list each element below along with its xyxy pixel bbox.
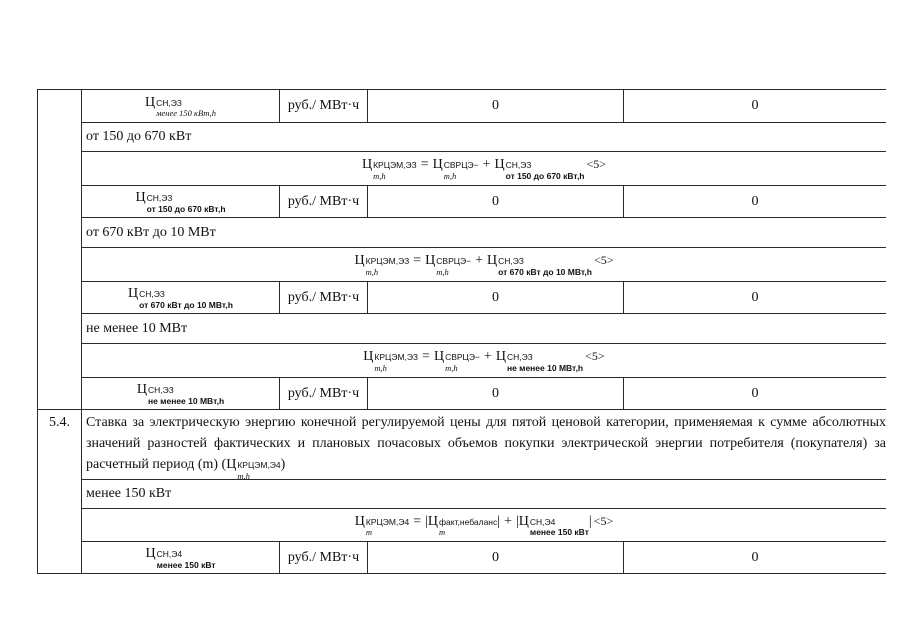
section-description-end: ) (280, 457, 286, 472)
formula-term-a-sub: m,h (436, 266, 449, 277)
formula (355, 253, 614, 276)
symbol-sup: СН,ЭЗ (139, 289, 165, 299)
tariff-symbol-cell (82, 378, 279, 409)
tariff-symbol-cell (82, 186, 279, 217)
formula-term-a-base: Ц (433, 349, 445, 364)
group-title: не менее 10 МВт (86, 320, 188, 336)
formula-term-b-sub: от 670 кВт до 10 МВт,h (498, 266, 592, 277)
formula-lhs-sub: m (365, 527, 373, 537)
value-cell: 0 (492, 549, 499, 565)
value-cell: 0 (751, 98, 759, 113)
rule (37, 409, 886, 410)
formula-lhs-base: Ц (354, 253, 365, 268)
value-cell: 0 (751, 193, 759, 209)
formula-term-a-sub: m (439, 527, 446, 537)
value-cell: 0 (492, 289, 499, 305)
section-symbol (226, 454, 280, 480)
tariff-symbol (137, 382, 224, 405)
formula (355, 514, 613, 537)
symbol-sup: СН,ЭЗ (156, 97, 182, 108)
symbol-base: Ц (128, 286, 139, 301)
value-cell: 0 (751, 549, 759, 565)
section-description-text: Ставка за электрическую энергию конечной регулируемой цены для пятой ценовой категории, применяемая к сумме абсолютных значений разностей фактических и плановых почасовых объемов покупки электрической энергии потребителя (покупателя) за расчетный период (m) ( (86, 415, 886, 472)
footnote-ref: <5> (585, 349, 605, 363)
formula-lhs-sup: КРЦЭМ,ЭЗ (374, 352, 419, 362)
group-title: менее 150 кВт (86, 486, 172, 501)
formula-equals: = (420, 157, 429, 172)
formula-cell (82, 248, 886, 281)
footnote-ref: <5> (593, 253, 614, 267)
formula-term-a-sup: факт,небаланс (439, 516, 498, 527)
formula (363, 349, 604, 372)
group-title: от 150 до 670 кВт (86, 129, 192, 144)
formula-term-a-base: Ц (427, 513, 439, 529)
tariff-symbol (135, 190, 225, 213)
tariff-symbol-cell (82, 90, 279, 122)
tariff-symbol-cell (82, 542, 279, 573)
value-cell: 0 (751, 289, 759, 305)
unit-cell: руб./ МВт·ч (287, 193, 360, 209)
footnote-ref: <5> (586, 157, 607, 171)
formula-term-a-sub: m,h (445, 362, 458, 373)
formula-lhs-sub: m,h (374, 362, 387, 373)
section-number: 5.4. (49, 414, 70, 430)
formula-lhs-base: Ц (363, 349, 374, 364)
formula-lhs-sub: m,h (365, 266, 379, 277)
tariff-symbol (145, 95, 216, 118)
section-description (86, 412, 886, 480)
formula-cell (82, 344, 886, 377)
formula-abs-open: | (425, 513, 428, 529)
rule (81, 122, 886, 123)
formula-term-b-base: Ц (495, 349, 506, 364)
formula-term-b-sub: не менее 10 МВт,h (506, 362, 584, 373)
formula-lhs-sup: КРЦЭМ,ЭЗ (365, 256, 410, 266)
symbol-base: Ц (135, 190, 146, 205)
unit-cell: руб./ МВт·ч (287, 289, 360, 305)
formula-equals: = (422, 349, 430, 364)
symbol-sub: менее 150 кВт (156, 559, 216, 570)
value-cell: 0 (492, 193, 499, 209)
formula-term-b-sub: от 150 до 670 кВт,h (505, 170, 585, 181)
formula-abs-open: | (515, 513, 519, 529)
tariff-symbol (145, 546, 215, 569)
formula-term-b-base: Ц (487, 253, 498, 268)
formula (362, 157, 606, 180)
formula-lhs-base: Ц (354, 513, 365, 529)
formula-term-b-sup: СН,ЭЗ (505, 160, 532, 170)
unit-cell: руб./ МВт·ч (287, 98, 360, 113)
value-cell: 0 (751, 385, 759, 401)
symbol-sup: КРЦЭМ,Э4 (237, 460, 281, 470)
symbol-sub: не менее 10 МВт,h (147, 395, 225, 406)
formula-term-a-sup: СВРЦЭ− (443, 160, 479, 170)
value-cell: 0 (492, 385, 499, 401)
tariff-symbol (128, 286, 233, 309)
formula-plus: + (482, 157, 491, 172)
formula-term-a-base: Ц (425, 253, 436, 268)
formula-term-b-sup: СН,ЭЗ (506, 352, 533, 362)
symbol-sup: СН,Э4 (156, 549, 183, 559)
formula-term-b-sub: менее 150 кВт (529, 527, 589, 537)
formula-equals: = (413, 253, 422, 268)
tariff-symbol-cell (82, 282, 279, 313)
formula-term-a-sup: СВРЦЭ− (445, 352, 480, 362)
formula-lhs-sub: m,h (373, 170, 386, 181)
symbol-base: Ц (136, 382, 147, 397)
formula-lhs-base: Ц (361, 157, 373, 172)
formula-lhs-sup: КРЦЭМ,ЭЗ (373, 160, 417, 170)
footnote-ref: <5> (593, 513, 614, 528)
symbol-sub: m,h (237, 470, 250, 481)
symbol-sub: от 670 кВт до 10 МВт,h (139, 299, 233, 310)
unit-cell: руб./ МВт·ч (287, 385, 360, 401)
formula-lhs-sup: КРЦЭМ,Э4 (365, 516, 410, 527)
formula-term-a-sup: СВРЦЭ− (436, 256, 472, 266)
formula-cell (82, 509, 886, 541)
rule (37, 573, 886, 574)
symbol-sup: СН,ЭЗ (147, 385, 174, 395)
formula-plus: + (483, 349, 492, 364)
value-cell: 0 (492, 98, 499, 113)
unit-cell: руб./ МВт·ч (287, 549, 360, 565)
formula-term-b-base: Ц (494, 157, 505, 172)
rule (81, 313, 886, 314)
symbol-base: Ц (226, 457, 237, 472)
formula-abs-close: | (588, 513, 592, 529)
formula-abs-close: | (497, 513, 501, 529)
formula-cell (82, 152, 886, 185)
formula-term-a-sub: m,h (443, 170, 457, 181)
rule (37, 89, 38, 574)
symbol-base: Ц (145, 546, 156, 561)
symbol-sup: СН,ЭЗ (146, 193, 173, 203)
formula-equals: = (413, 513, 422, 529)
symbol-sub: менее 150 кВт,h (156, 108, 217, 118)
symbol-base: Ц (144, 94, 156, 110)
symbol-sub: от 150 до 670 кВт,h (146, 203, 226, 214)
formula-term-b-base: Ц (518, 513, 529, 529)
formula-plus: + (475, 253, 484, 268)
formula-term-b-sup: СН,ЭЗ (498, 256, 524, 266)
group-title: от 670 кВт до 10 МВт (86, 224, 216, 240)
formula-plus: + (504, 513, 512, 529)
formula-term-b-sup: СН,Э4 (529, 516, 556, 527)
formula-term-a-base: Ц (432, 157, 443, 172)
